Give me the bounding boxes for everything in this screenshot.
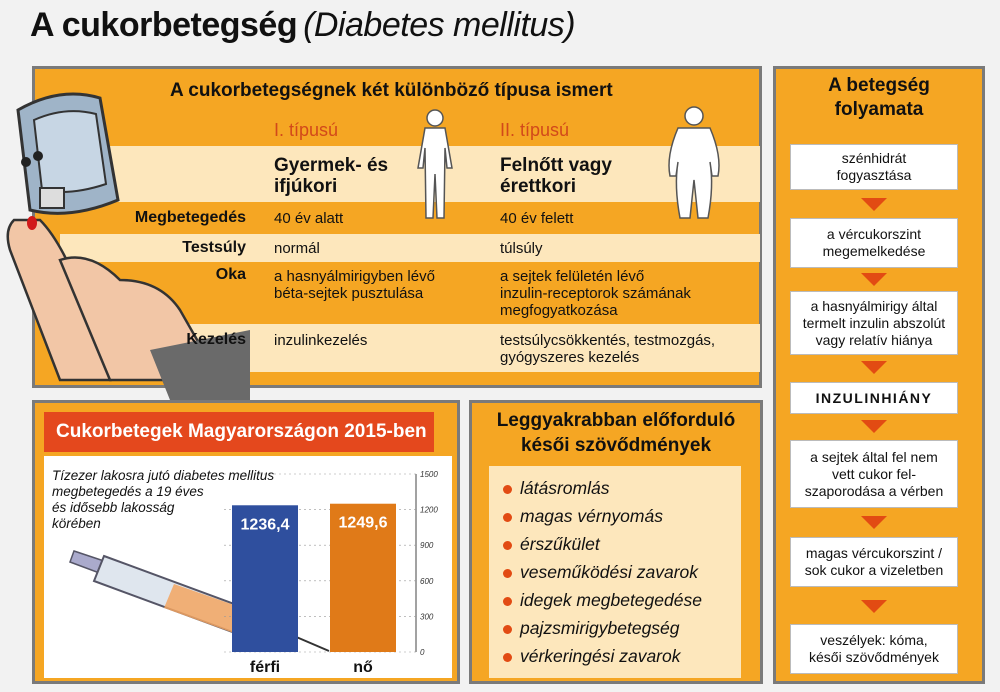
complications-heading-line2: késői szövődmények (520, 435, 712, 456)
arrow-down-icon (861, 273, 887, 286)
complications-heading-line1: Leggyakrabban előforduló (496, 410, 736, 431)
process-step-4 (790, 382, 958, 414)
title-main: A cukorbetegség (30, 6, 298, 44)
process-step-3 (790, 291, 958, 355)
step-line: fogyasztása (836, 167, 912, 183)
arrow-down-icon (861, 361, 887, 374)
step-line: szénhidrát (841, 150, 907, 166)
page-title (30, 6, 575, 45)
step-line: a hasnyálmirigy által (810, 297, 938, 314)
type2-label: II. típusú (500, 120, 570, 140)
t1-weight: normál (274, 240, 320, 257)
type1-age-line1: Gyermek- és (274, 155, 389, 176)
step-line: vett cukor fel- (831, 465, 916, 482)
t2-weight: túlsúly (500, 240, 543, 257)
y-tick-label: 1500 (420, 470, 438, 479)
t1-cause (274, 268, 435, 302)
chart-note-line: megbetegedés a 19 éves (52, 484, 204, 499)
row-label-onset: Megbetegedés (134, 209, 246, 226)
complication-item: pajzsmirigybetegség (520, 618, 680, 638)
type2-age (500, 155, 612, 197)
step-line: a vércukorszint (826, 226, 922, 242)
bullet-icon (503, 513, 512, 522)
t2-treatment (500, 332, 715, 366)
t1-cause-line: béta-sejtek pusztulása (274, 285, 424, 302)
category-label: férfi (249, 659, 281, 676)
type1-age-line2: ifjúkori (274, 176, 338, 197)
row-label-treatment: Kezelés (186, 331, 246, 348)
step-line: veszélyek: kóma, (820, 632, 928, 648)
process-step-7 (790, 624, 958, 674)
slim-body-icon (412, 108, 458, 220)
chart-title: Cukorbetegek Magyarországon 2015-ben (44, 412, 434, 452)
chart-note-line: és idősebb lakosság (52, 500, 175, 515)
complication-item: érszűkület (520, 534, 600, 554)
row-label-weight: Testsúly (182, 239, 246, 256)
t1-onset: 40 év alatt (274, 210, 344, 227)
step-line: magas vércukorszint / (805, 545, 943, 561)
arrow-down-icon (861, 600, 887, 613)
arrow-down-icon (861, 420, 887, 433)
type1-age (274, 155, 388, 197)
y-tick-label: 300 (420, 612, 434, 622)
category-label: nő (353, 659, 373, 676)
bullet-icon (503, 485, 512, 494)
bullet-icon (503, 569, 512, 578)
step-line: szaporodása a vérben (804, 482, 944, 499)
t2-cause-line: inzulin-receptorok számának (500, 285, 691, 302)
t2-cause (500, 268, 691, 319)
chart-note (52, 468, 274, 532)
bullet-icon (503, 541, 512, 550)
complication-item: látásromlás (520, 478, 610, 498)
process-heading-line1: A betegség (828, 75, 930, 96)
type2-age-line1: Felnőtt vagy (500, 155, 612, 176)
types-heading: A cukorbetegségnek két különböző típusa ismert (170, 80, 613, 101)
process-step-1 (790, 144, 958, 190)
step-line: késői szövődmények (809, 649, 939, 665)
complication-item: vérkeringési zavarok (520, 646, 681, 666)
y-tick-label: 900 (420, 541, 434, 551)
t1-cause-line: a hasnyálmirigyben lévő (274, 268, 435, 285)
process-step-2 (790, 218, 958, 268)
glucose-meter-icon (18, 94, 118, 213)
heavy-body-icon (664, 106, 724, 220)
t2-treatment-line: testsúlycsökkentés, testmozgás, (500, 332, 716, 349)
bullet-icon (503, 625, 512, 634)
step-line: a sejtek által fel nem (810, 448, 938, 465)
process-heading (776, 74, 982, 122)
complications-heading (472, 408, 760, 458)
t1-treatment: inzulinkezelés (274, 332, 368, 349)
y-tick-label: 600 (420, 576, 434, 586)
step-line: megemelkedése (822, 243, 926, 259)
step-line: INZULINHIÁNY (815, 389, 933, 406)
row-label-cause: Oka (215, 266, 246, 283)
t2-cause-line: a sejtek felületén lévő (500, 268, 645, 285)
process-heading-line2: folyamata (834, 99, 924, 120)
type1-label: I. típusú (274, 120, 339, 140)
title-latin: (Diabetes mellitus) (303, 6, 576, 44)
t2-treatment-line: gyógyszeres kezelés (500, 349, 640, 366)
complication-item: magas vérnyomás (520, 506, 663, 526)
bullet-icon (503, 597, 512, 606)
arrow-down-icon (861, 198, 887, 211)
t2-cause-line: megfogyatkozása (500, 302, 618, 319)
step-line: termelt inzulin abszolút (802, 314, 946, 331)
bar-value-label: 1249,6 (338, 514, 388, 532)
complication-item: idegek megbetegedése (520, 590, 702, 610)
chart-note-line: Tízezer lakosra jutó diabetes mellitus (52, 468, 275, 483)
complication-item: veseműködési zavarok (520, 562, 698, 582)
chart-note-line: körében (52, 516, 101, 531)
bullet-icon (503, 653, 512, 662)
type2-age-line2: érettkori (500, 176, 577, 197)
step-line: sok cukor a vizeletben (804, 562, 944, 578)
step-line: vagy relatív hiánya (815, 331, 933, 348)
y-tick-label: 0 (420, 648, 425, 657)
bar-value-label: 1236,4 (240, 516, 290, 534)
arrow-down-icon (861, 516, 887, 529)
process-step-6 (790, 537, 958, 587)
process-step-5 (790, 440, 958, 508)
t2-onset: 40 év felett (500, 210, 574, 227)
y-tick-label: 1200 (420, 505, 438, 515)
